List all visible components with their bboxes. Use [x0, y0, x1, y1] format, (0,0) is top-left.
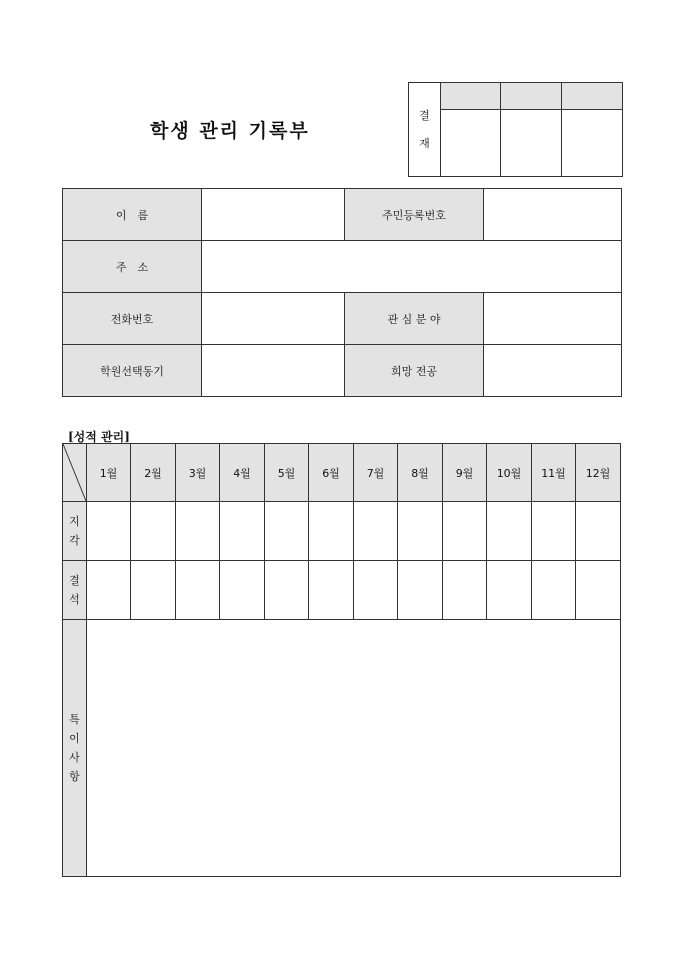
notes-row	[63, 620, 621, 877]
grade-table	[62, 443, 621, 877]
absence-cell[interactable]	[265, 561, 309, 620]
tardy-cell[interactable]	[398, 502, 443, 561]
motive-label: 학원선택동기	[63, 345, 202, 397]
tardy-cell[interactable]	[487, 502, 532, 561]
approval-label-1: 결	[419, 108, 430, 122]
tardy-row	[63, 502, 621, 561]
tardy-cell[interactable]	[131, 502, 176, 561]
notes-label-char: 사	[69, 751, 80, 764]
month-header: 6월	[309, 444, 354, 502]
tardy-cell[interactable]	[443, 502, 487, 561]
absence-label-char: 결	[69, 574, 80, 587]
diagonal-line-icon	[63, 444, 86, 501]
tardy-cell[interactable]	[220, 502, 265, 561]
absence-cell[interactable]	[131, 561, 176, 620]
absence-label	[63, 561, 87, 620]
tardy-cell[interactable]	[176, 502, 220, 561]
month-header: 9월	[443, 444, 487, 502]
student-info-table	[62, 188, 622, 397]
month-header: 10월	[487, 444, 532, 502]
absence-cell[interactable]	[87, 561, 131, 620]
month-header: 7월	[354, 444, 398, 502]
absence-cell[interactable]	[443, 561, 487, 620]
approval-header-cell	[501, 83, 562, 110]
month-header: 12월	[576, 444, 621, 502]
phone-label: 전화번호	[63, 293, 202, 345]
name-label: 이 름	[63, 189, 202, 241]
notes-label-char: 특	[69, 713, 80, 726]
month-header: 11월	[532, 444, 576, 502]
absence-cell[interactable]	[220, 561, 265, 620]
tardy-cell[interactable]	[532, 502, 576, 561]
notes-label-char: 항	[69, 770, 80, 783]
tardy-label-char: 각	[69, 534, 80, 547]
notes-field[interactable]	[87, 620, 621, 877]
absence-cell[interactable]	[309, 561, 354, 620]
tardy-cell[interactable]	[354, 502, 398, 561]
absence-label-char: 석	[69, 593, 80, 606]
approval-box	[408, 82, 623, 177]
corner-diagonal-cell	[63, 444, 87, 502]
tardy-label-char: 지	[69, 515, 80, 528]
address-label: 주 소	[63, 241, 202, 293]
rrn-field[interactable]	[484, 189, 622, 241]
major-label: 희망 전공	[345, 345, 484, 397]
name-field[interactable]	[202, 189, 345, 241]
interest-label: 관 심 분 야	[345, 293, 484, 345]
approval-header-cell	[441, 83, 501, 110]
tardy-cell[interactable]	[87, 502, 131, 561]
major-field[interactable]	[484, 345, 622, 397]
approval-sign-cell[interactable]	[562, 110, 623, 177]
approval-sign-cell[interactable]	[501, 110, 562, 177]
approval-label-2: 재	[419, 136, 430, 150]
tardy-cell[interactable]	[576, 502, 621, 561]
motive-field[interactable]	[202, 345, 345, 397]
absence-cell[interactable]	[576, 561, 621, 620]
absence-cell[interactable]	[532, 561, 576, 620]
month-header: 4월	[220, 444, 265, 502]
absence-row	[63, 561, 621, 620]
month-header: 2월	[131, 444, 176, 502]
month-header: 5월	[265, 444, 309, 502]
phone-field[interactable]	[202, 293, 345, 345]
grade-section-label: [성적 관리]	[68, 430, 130, 444]
rrn-label: 주민등록번호	[345, 189, 484, 241]
tardy-label	[63, 502, 87, 561]
absence-cell[interactable]	[398, 561, 443, 620]
interest-field[interactable]	[484, 293, 622, 345]
absence-cell[interactable]	[354, 561, 398, 620]
month-header: 1월	[87, 444, 131, 502]
notes-label	[63, 620, 87, 877]
tardy-cell[interactable]	[265, 502, 309, 561]
absence-cell[interactable]	[487, 561, 532, 620]
address-field[interactable]	[202, 241, 622, 293]
absence-cell[interactable]	[176, 561, 220, 620]
month-header: 8월	[398, 444, 443, 502]
notes-label-char: 이	[69, 732, 80, 745]
approval-header-cell	[562, 83, 623, 110]
tardy-cell[interactable]	[309, 502, 354, 561]
month-header: 3월	[176, 444, 220, 502]
approval-sign-cell[interactable]	[441, 110, 501, 177]
approval-label	[409, 83, 441, 177]
document-title: 학생 관리 기록부	[150, 120, 310, 142]
